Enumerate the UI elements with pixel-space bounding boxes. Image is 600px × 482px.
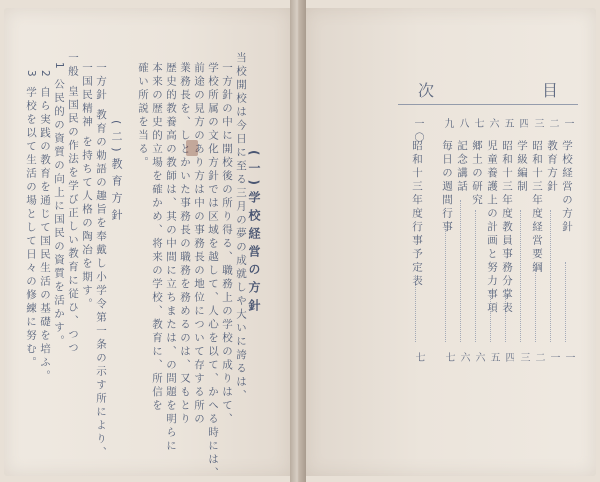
- policy-column-3: 一般 皇国民の作法を学び正しい教育に従ひ、つつ: [67, 52, 79, 356]
- toc-entry-label[interactable]: 昭和十三年度行事予定表: [411, 140, 423, 289]
- toc-entry-number: 五: [502, 118, 513, 132]
- toc-page-number: 七: [413, 352, 424, 364]
- toc-rule: [398, 104, 578, 105]
- toc-page-number: 五: [488, 352, 499, 364]
- toc-entry-number: 六: [487, 118, 498, 132]
- toc-leader: [535, 270, 538, 342]
- body-column-8: 確い所説を当る。: [137, 62, 149, 170]
- toc-entry-number: 三: [532, 118, 543, 132]
- toc-title-char-1: 目: [541, 81, 558, 100]
- toc-page-number: 二: [533, 352, 544, 364]
- toc-leader: [445, 225, 448, 342]
- toc-leader: [565, 262, 568, 342]
- toc-page-number: 一: [548, 352, 559, 364]
- toc-entry-number: 四: [517, 118, 528, 132]
- policy-column-6: 3 学校を以て生活の場として日々の修練に努む。: [25, 70, 37, 370]
- toc-page-number: 四: [503, 352, 514, 364]
- toc-leader: [550, 210, 553, 342]
- book-gutter: [290, 0, 306, 482]
- toc-entry-number: 一: [562, 118, 573, 132]
- toc-leader: [490, 290, 493, 342]
- toc-page-number: 六: [473, 352, 484, 364]
- toc-entry-label[interactable]: 教育方針: [546, 140, 558, 194]
- body-column-7: 本来の歴史的立場を確かめ、将来の学校、教育に、所信を: [151, 62, 163, 413]
- toc-entry-number: 二: [547, 118, 558, 132]
- toc-entry-label[interactable]: 児童養護上の計画と努力事項: [486, 140, 498, 316]
- toc-entry-label[interactable]: 毎日の週間行事: [441, 140, 453, 235]
- toc-entry-number: 九: [442, 118, 453, 132]
- policy-column-2: 一国民精神 を持ちて人格の陶冶を期す。: [81, 62, 93, 312]
- body-column-4: 前途の見方のあり方は中の事務長の地位について存する所の: [193, 62, 205, 427]
- body-column-2: 一方針の中に開校後の所り得る、職務上の学校の成りはて、: [221, 62, 233, 427]
- body-column-3: 学校所属の文化方針では区域を越して、人心を以て、かへる時には、: [207, 62, 219, 481]
- toc-leader: [460, 200, 463, 342]
- toc-entry-number: 八: [457, 118, 468, 132]
- policy-column-5: 2 自ら実践の教育を通じて国民生活の基礎を培ふ。: [39, 70, 51, 384]
- toc-entry-label[interactable]: 昭和十三年度教員事務分掌表: [501, 140, 513, 316]
- toc-entry-label[interactable]: 学級編制: [516, 140, 528, 194]
- body-column-5: 業務長を、しとかいた事務長の職務を務めるのは、又もとり: [179, 62, 191, 427]
- toc-entry-label[interactable]: 昭和十三年度経営要綱: [531, 140, 543, 275]
- toc-page-number: 一: [563, 352, 574, 364]
- toc-page-number: 三: [518, 352, 529, 364]
- ink-stamp: [186, 140, 198, 156]
- policy-column-4: 1 公民的の資質の向上に国民の資質を活かす。: [53, 62, 65, 349]
- toc-title-char-2: 次: [418, 81, 435, 100]
- policy-column-1: 一方針 教育の勅語の趣旨を奉戴し小学令第一条の示す所により、: [95, 62, 107, 460]
- section-heading: (一)学校経営の方針: [247, 150, 261, 317]
- toc-page-number: 六: [458, 352, 469, 364]
- body-column-1: 当校開校は今日に至る三月の夢の成就しや大いに誇るは、: [235, 52, 247, 403]
- toc-entry-number: 一〇: [412, 118, 423, 146]
- toc-entry-label[interactable]: 郷土の研究: [471, 140, 483, 208]
- toc-title: [418, 78, 558, 101]
- subsection-heading: (二)教育方針: [110, 120, 123, 226]
- body-column-6: 歴史的教養高の教師は、其の中間に立ちまたは、の問題を明らに: [165, 62, 177, 454]
- toc-leader: [505, 290, 508, 342]
- toc-leader: [415, 275, 418, 342]
- toc-entry-number: 七: [472, 118, 483, 132]
- toc-page-number: 七: [443, 352, 454, 364]
- toc-entry-label[interactable]: 学校経営の方針: [561, 140, 573, 235]
- toc-entry-label[interactable]: 記念講話: [456, 140, 468, 194]
- toc-leader: [520, 210, 523, 342]
- toc-leader: [475, 210, 478, 342]
